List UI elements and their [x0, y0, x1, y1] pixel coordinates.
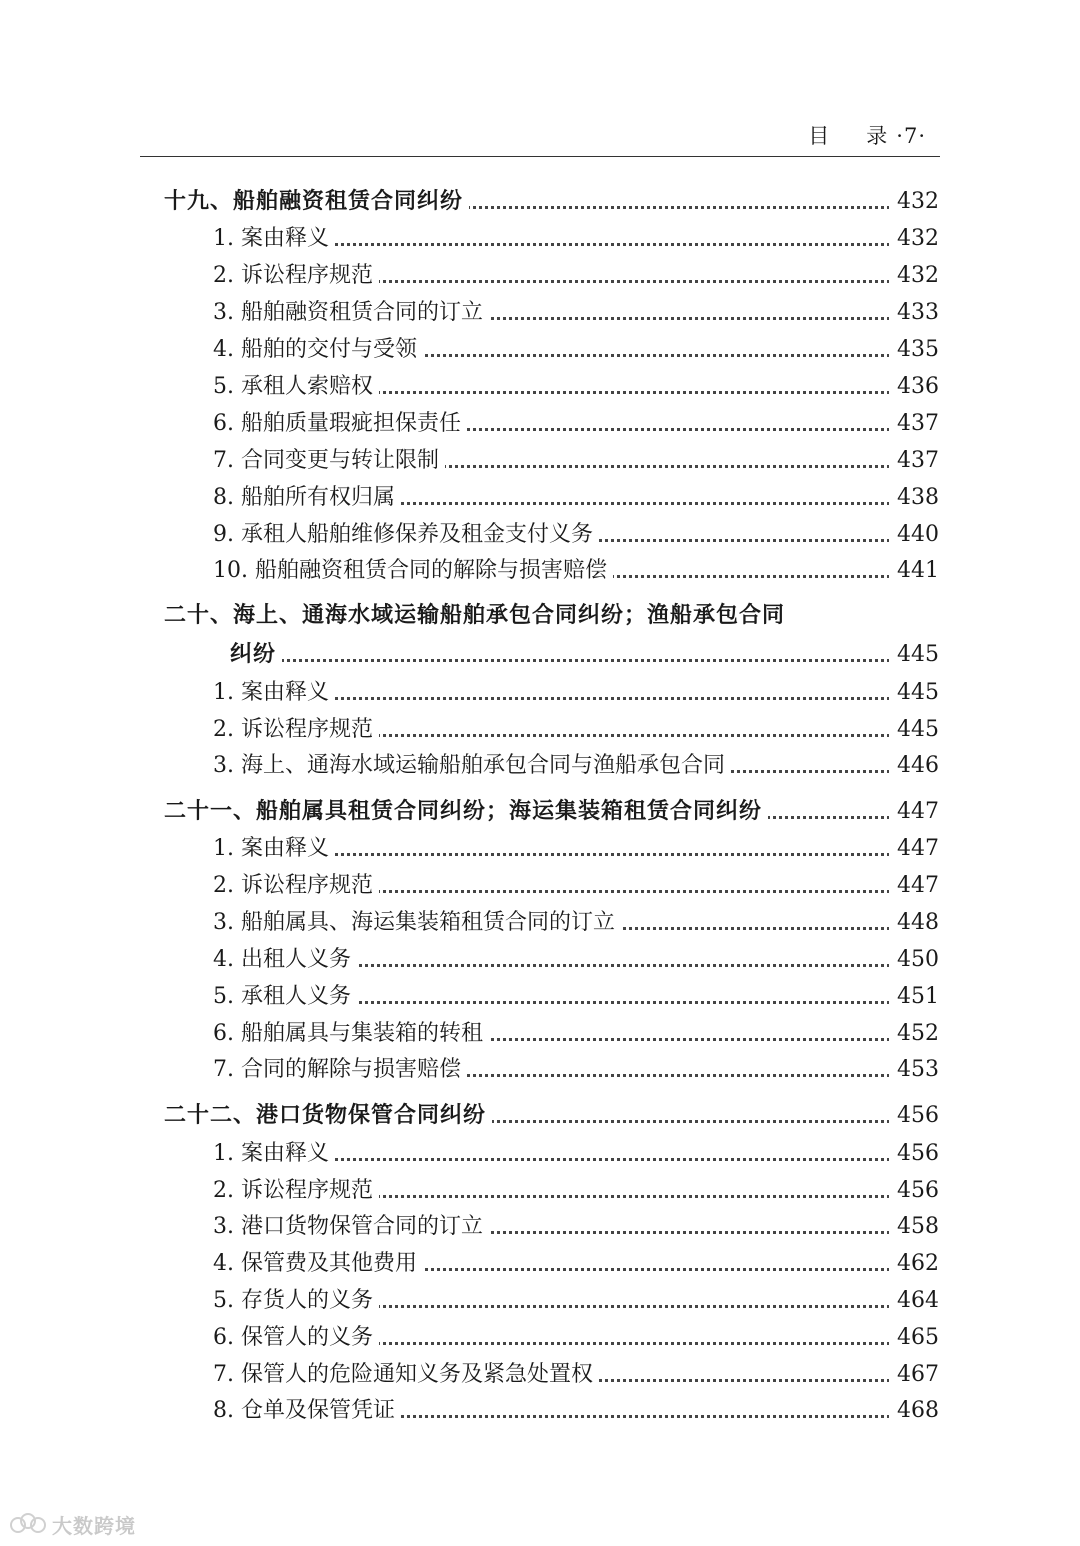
toc-page-value: 432: [897, 226, 939, 251]
toc-item-row[interactable]: [0, 905, 1080, 941]
toc-page-value: 441: [897, 558, 939, 583]
toc-item-row[interactable]: [0, 480, 1080, 516]
toc-page-number: [889, 1283, 939, 1319]
toc-entry-label: 4. 船舶的交付与受领: [213, 332, 423, 368]
toc-item-row[interactable]: [0, 1016, 1080, 1052]
toc-entry-label: 9. 承租人船舶维修保养及租金支付义务: [213, 517, 599, 553]
toc-item-row[interactable]: [0, 406, 1080, 442]
toc-entry-label: 3. 港口货物保管合同的订立: [213, 1209, 489, 1245]
toc-page-value: 452: [897, 1021, 939, 1046]
toc-page-number: [889, 553, 939, 589]
toc-page-number: [889, 1016, 939, 1052]
toc-leader-dots: [250, 659, 890, 662]
toc-page-value: 437: [897, 448, 939, 473]
toc-page-value: 456: [897, 1141, 939, 1166]
toc-entry-label: 1. 案由释义: [213, 1136, 335, 1172]
toc-page-number: [889, 1357, 939, 1393]
toc-page-number: [889, 748, 939, 784]
toc-item-row[interactable]: [0, 443, 1080, 479]
toc-page-number: [889, 794, 939, 830]
toc-page-value: 464: [897, 1288, 939, 1313]
toc-page-number: [889, 184, 939, 220]
toc-entry-label: 2. 诉讼程序规范: [213, 712, 379, 748]
toc-page-number: [889, 1209, 939, 1245]
toc-page-number: [889, 1173, 939, 1209]
toc-section-row[interactable]: [0, 794, 1080, 830]
toc-entry-label: 2. 诉讼程序规范: [213, 868, 379, 904]
toc-item-row[interactable]: [0, 1320, 1080, 1356]
toc-page-number: [889, 1320, 939, 1356]
toc-section-row[interactable]: [0, 598, 1080, 634]
toc-page-value: 436: [897, 374, 939, 399]
toc-page-number: [889, 1136, 939, 1172]
toc-page-number: [889, 1246, 939, 1282]
toc-page-value: 435: [897, 337, 939, 362]
toc-item-row[interactable]: [0, 1209, 1080, 1245]
watermark: [10, 1506, 136, 1542]
toc-page-value: 440: [897, 522, 939, 547]
toc-entry-label: 2. 诉讼程序规范: [213, 1173, 379, 1209]
toc-page-number: [889, 295, 939, 331]
toc-entry-label: 6. 船舶质量瑕疵担保责任: [213, 406, 467, 442]
toc-entry-label: 二十二、港口货物保管合同纠纷: [164, 1098, 492, 1134]
toc-page-number: [889, 831, 939, 867]
toc-page-value: 448: [897, 910, 939, 935]
toc-item-row[interactable]: [0, 258, 1080, 294]
toc-item-row[interactable]: [0, 1393, 1080, 1429]
toc-page-value: 447: [897, 873, 939, 898]
toc-page-number: [889, 517, 939, 553]
toc-page-value: 432: [897, 189, 939, 214]
toc-page-value: 445: [897, 680, 939, 705]
toc-page-number: [889, 905, 939, 941]
toc-page-number: [889, 369, 939, 405]
toc-item-row[interactable]: [0, 517, 1080, 553]
toc-page-number: [889, 221, 939, 257]
toc-page-value: 433: [897, 300, 939, 325]
toc-entry-label: 4. 出租人义务: [213, 942, 357, 978]
toc-page-number: [889, 443, 939, 479]
toc-page-number: [889, 1393, 939, 1429]
toc-entry-label: 4. 保管费及其他费用: [213, 1246, 423, 1282]
toc-item-row[interactable]: [0, 1052, 1080, 1088]
toc-item-row[interactable]: [0, 712, 1080, 748]
toc-page-number: [889, 675, 939, 711]
running-head-part2: 录: [866, 124, 889, 148]
toc-entry-label: 7. 合同的解除与损害赔偿: [213, 1052, 467, 1088]
toc-entry-label: 2. 诉讼程序规范: [213, 258, 379, 294]
toc-page-value: 447: [897, 799, 939, 824]
toc-page-value: 432: [897, 263, 939, 288]
toc-entry-label: 1. 案由释义: [213, 831, 335, 867]
toc-entry-label: 8. 船舶所有权归属: [213, 480, 401, 516]
toc-page-number: [889, 979, 939, 1015]
watermark-logo-icon: [10, 1511, 46, 1537]
toc-page-number: [889, 406, 939, 442]
toc-page-number: [889, 258, 939, 294]
toc-item-row[interactable]: [0, 332, 1080, 368]
toc-page-number: [889, 712, 939, 748]
toc-item-row[interactable]: [0, 1246, 1080, 1282]
toc-item-row[interactable]: [0, 369, 1080, 405]
toc-page-value: 467: [897, 1362, 939, 1387]
page-number: ·7·: [896, 124, 926, 148]
toc-entry-label: 8. 仓单及保管凭证: [213, 1393, 401, 1429]
toc-item-row[interactable]: [0, 295, 1080, 331]
toc-section-row[interactable]: [0, 637, 1080, 673]
toc-entry-label: 十九、船舶融资租赁合同纠纷: [164, 184, 469, 220]
toc-item-row[interactable]: [0, 1173, 1080, 1209]
toc-page-number: [889, 637, 939, 673]
toc-entry-label: 1. 案由释义: [213, 675, 335, 711]
toc-item-row[interactable]: [0, 1283, 1080, 1319]
toc-page-value: 437: [897, 411, 939, 436]
toc-page-value: 445: [897, 642, 939, 667]
toc-item-row[interactable]: [0, 1136, 1080, 1172]
toc-item-row[interactable]: [0, 979, 1080, 1015]
toc-page-value: 445: [897, 717, 939, 742]
toc-item-row[interactable]: [0, 748, 1080, 784]
toc-page-value: 438: [897, 485, 939, 510]
toc-item-row[interactable]: [0, 942, 1080, 978]
toc-item-row[interactable]: [0, 868, 1080, 904]
toc-entry-label: 5. 承租人索赔权: [213, 369, 379, 405]
toc-page-value: 462: [897, 1251, 939, 1276]
toc-page-value: 465: [897, 1325, 939, 1350]
toc-page-value: 458: [897, 1214, 939, 1239]
toc-page-value: 451: [897, 984, 939, 1009]
toc-entry-label: 5. 承租人义务: [213, 979, 357, 1015]
toc-page-value: 447: [897, 836, 939, 861]
toc-entry-label: 3. 海上、通海水域运输船舶承包合同与渔船承包合同: [213, 748, 731, 784]
toc-item-row[interactable]: [0, 831, 1080, 867]
toc-entry-label: 10. 船舶融资租赁合同的解除与损害赔偿: [213, 553, 613, 589]
toc-page-value: 446: [897, 753, 939, 778]
toc-page-number: [889, 942, 939, 978]
running-head-part1: 目: [808, 124, 831, 148]
toc-entry-label: 6. 船舶属具与集装箱的转租: [213, 1016, 489, 1052]
toc-entry-label: 7. 保管人的危险通知义务及紧急处置权: [213, 1357, 599, 1393]
toc-page-value: 456: [897, 1178, 939, 1203]
toc-entry-label: 6. 保管人的义务: [213, 1320, 379, 1356]
toc-page-value: 453: [897, 1057, 939, 1082]
toc-page-number: [889, 1098, 939, 1134]
toc-item-row[interactable]: [0, 675, 1080, 711]
toc-page-number: [889, 332, 939, 368]
toc-entry-label: 纠纷: [230, 637, 282, 673]
watermark-text: 大数跨境: [52, 1513, 136, 1538]
toc-entry-label: 二十一、船舶属具租赁合同纠纷；海运集装箱租赁合同纠纷: [164, 794, 768, 830]
toc-entry-label: 3. 船舶属具、海运集装箱租赁合同的订立: [213, 905, 621, 941]
toc-item-row[interactable]: [0, 553, 1080, 589]
toc-entry-label: 7. 合同变更与转让限制: [213, 443, 445, 479]
toc-entry-label: 5. 存货人的义务: [213, 1283, 379, 1319]
toc-entry-label: 1. 案由释义: [213, 221, 335, 257]
toc-entry-label: 二十、海上、通海水域运输船舶承包合同纠纷；渔船承包合同: [164, 598, 791, 634]
toc-item-row[interactable]: [0, 221, 1080, 257]
toc-page-number: [889, 1052, 939, 1088]
toc-page-value: 450: [897, 947, 939, 972]
toc-section-row[interactable]: [0, 184, 1080, 220]
toc-page-value: 456: [897, 1103, 939, 1128]
toc-section-row[interactable]: [0, 1098, 1080, 1134]
toc-page-number: [889, 868, 939, 904]
toc-entry-label: 3. 船舶融资租赁合同的订立: [213, 295, 489, 331]
toc-item-row[interactable]: [0, 1357, 1080, 1393]
toc-page-number: [889, 480, 939, 516]
toc-page-value: 468: [897, 1398, 939, 1423]
